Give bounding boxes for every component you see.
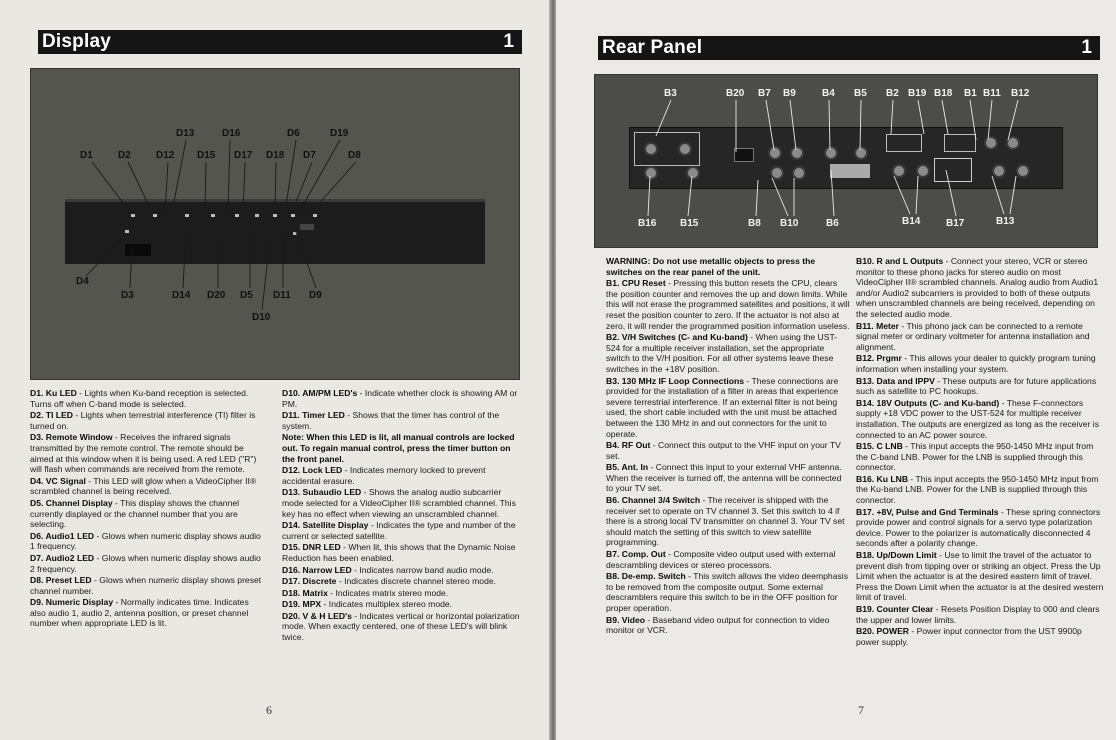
callout-d20: D20 [207, 290, 226, 301]
desc-d1: D1. Ku LED - Lights when Ku-band reception is selected. Turns off when C-band mode is selected. [30, 388, 249, 409]
desc-b7: B7. Comp. Out - Composite video output used with external descrambling devices or stereo processors. [606, 549, 836, 570]
desc-d3: D3. Remote Window - Receives the infrared signals transmitted by the remote control. The remote should be aimed at this window when it is being used. A red LED ("R") will flash when commands are received from the remote. [30, 432, 257, 475]
callout-b15: B15 [680, 218, 699, 229]
rear-callout-lines [556, 0, 1116, 260]
page-number: 7 [858, 703, 864, 717]
callout-d12: D12 [156, 150, 175, 161]
callout-d11: D11 [273, 290, 291, 301]
section-number: 1 [1081, 37, 1092, 58]
desc-b6: B6. Channel 3/4 Switch - The receiver is shipped with the receiver set to operate on TV channel 3. Set this switch to 4 if there is a strong local TV transmitter on channel 3. Your TV set should match the setting of this switch to view satellite programming. [606, 495, 845, 548]
callout-b3: B3 [664, 88, 677, 99]
desc-b11: B11. Meter - This phono jack can be connected to a remote signal meter or ordinary voltmeter for antenna installation and alignment. [856, 320, 1090, 352]
callout-b1: B1 [964, 88, 977, 99]
desc-d18: D18. Matrix - Indicates matrix stereo mode. [282, 587, 449, 598]
callout-b13: B13 [996, 216, 1015, 227]
callout-b7: B7 [758, 88, 771, 99]
desc-d11: D11. Timer LED - Shows that the timer has control of the system. [282, 410, 500, 431]
right-page [556, 0, 1116, 740]
section-number: 1 [503, 31, 514, 52]
desc-d2: D2. TI LED - Lights when terrestrial interference (TI) filter is turned on. [30, 410, 256, 431]
desc-d10: D10. AM/PM LED's - Indicate whether clock is showing AM or PM. [282, 388, 518, 409]
desc-b13: B13. Data and IPPV - These outputs are for future applications such as satellite to PC hookups. [856, 375, 1097, 397]
callout-d9: D9 [309, 290, 322, 301]
callout-b18: B18 [934, 88, 953, 99]
desc-b8: B8. De-emp. Switch - This switch allows the video deemphasis to be removed from the composite output. Some external descramblers require this switch to be in the OFF position for proper operation. [606, 571, 848, 613]
desc-d6: D6. Audio1 LED - Glows when numeric display shows audio 1 frequency. [30, 530, 261, 552]
desc-b9: B9. Video - Baseband video output for connection to video monitor or VCR. [606, 614, 830, 636]
callout-b16: B16 [638, 218, 657, 229]
desc-d4: D4. VC Signal - This LED will glow when a VideoCipher II® scrambled channel is being received. [30, 475, 257, 497]
callout-b19: B19 [908, 88, 927, 99]
desc-b14: B14. 18V Outputs (C- and Ku-band) - These F-connectors supply +18 VDC power to the UST-524 for multiple receiver installation. The outputs are energized as long as the receiver is connected to an AC power source. [856, 397, 1099, 440]
desc-b17: B17. +8V, Pulse and Gnd Terminals - These spring connectors provide power and control signals for a servo type polarization device. Power to the polarizer is automatically disconnected 4 seconds after a polarity change. [856, 506, 1101, 549]
callout-d18: D18 [266, 150, 285, 161]
callout-d14: D14 [172, 290, 191, 301]
rear-column-1 [606, 256, 850, 637]
callout-b20: B20 [726, 88, 745, 99]
desc-d15: D15. DNR LED - When lit, this shows that the Dynamic Noise Reduction has been enabled. [282, 542, 516, 563]
callout-d13: D13 [176, 128, 195, 139]
rear-column-2 [856, 256, 1104, 648]
callout-b11: B11 [983, 88, 1001, 99]
callout-b9: B9 [783, 88, 796, 99]
desc-d13: D13. Subaudio LED - Shows the analog audio subcarrier mode selected for a VideoCipher II® scrambled channel. This key has no effect when viewing an unscrambled channel. [282, 487, 516, 519]
callout-d4: D4 [76, 276, 89, 287]
warning-text: WARNING: Do not use metallic objects to press the switches on the rear panel of the unit. [606, 256, 816, 277]
page-title: Display [42, 31, 111, 52]
desc-b5: B5. Ant. In - Connect this input to your external VHF antenna. When the receiver is turned off, the antenna will be connected to your TV set. [606, 462, 842, 494]
desc-b16: B16. Ku LNB - This input accepts the 950-1450 MHz input from the Ku-band LNB. Power for the LNB is supplied through this connector. [856, 473, 1099, 506]
desc-b2: B2. V/H Switches (C- and Ku-band) - When using the UST-524 for a multiple receiver installation, set the appropriate switch to the V/H position. For all other systems leave these switches in the +18V position. [606, 332, 838, 374]
callout-d16: D16 [222, 128, 241, 139]
desc-b10: B10. R and L Outputs - Connect your stereo, VCR or stereo monitor to these phono jacks for stereo audio on most VideoCipher II® scrambled channels. Analog audio from Audio1 and/or Audio2 subcarriers is provided to both of these outputs when unscrambled channels are being received, depending on the selected audio mode. [856, 256, 1099, 319]
page-title: Rear Panel [602, 37, 703, 58]
desc-b3: B3. 130 MHz IF Loop Connections - These connections are provided for the installation of a filter in areas that experience severe terrestrial interference. If an external filter is not being used, the short cable included with the unit must be attached between the 130 MHz in and out connectors for the unit to operate. [606, 375, 839, 439]
desc-d17: D17. Discrete - Indicates discrete channel stereo mode. [282, 576, 497, 587]
callout-d6: D6 [287, 128, 300, 139]
callout-b17: B17 [946, 218, 965, 229]
callout-b6: B6 [826, 218, 839, 229]
display-column-2 [282, 388, 522, 644]
desc-b1: B1. CPU Reset - Pressing this button resets the CPU, clears the position counter and removes the up and down limits. While this will not erase the programmed satellites and positions, it will reset the position counter to zero. If the actuator is not also at zero, it will render the programmed position information useless. [606, 278, 850, 331]
desc-d19: D19. MPX - Indicates multiplex stereo mode. [282, 599, 453, 610]
desc-b20: B20. POWER - Power input connector from the UST 9900p power supply. [856, 626, 1082, 647]
callout-d7: D7 [303, 150, 316, 161]
callout-d10: D10 [252, 312, 271, 323]
desc-d7: D7. Audio2 LED - Glows when numeric display shows audio 2 frequency. [30, 552, 261, 574]
desc-d12: D12. Lock LED - Indicates memory locked to prevent accidental erasure. [282, 465, 486, 486]
callout-d1: D1 [80, 150, 93, 161]
callout-d3: D3 [121, 290, 134, 301]
desc-d14: D14. Satellite Display - Indicates the type and number of the current or selected satellite. [282, 520, 516, 541]
desc-d16: D16. Narrow LED - Indicates narrow band audio mode. [282, 564, 494, 575]
desc-d5: D5. Channel Display - This display shows the channel currently displayed or the channel number that you are selecting. [30, 497, 240, 530]
timer-note: Note: When this LED is lit, all manual controls are locked out. To regain manual control, press the timer button on the front panel. [282, 432, 515, 464]
callout-b12: B12 [1011, 88, 1030, 99]
desc-d20: D20. V & H LED's - Indicates vertical or horizontal polarization mode. When exactly centered, one of these LED's will blink twice. [282, 610, 520, 643]
desc-b12: B12. Prgmr - This allows your dealer to quickly program tuning information when installing your system. [856, 353, 1096, 374]
callout-b10: B10 [780, 218, 799, 229]
callout-d15: D15 [197, 150, 216, 161]
left-page [0, 0, 550, 740]
page-number: 6 [266, 703, 272, 717]
desc-b4: B4. RF Out - Connect this output to the VHF input on your TV set. [606, 440, 841, 461]
callout-b8: B8 [748, 218, 761, 229]
callout-d5: D5 [240, 290, 253, 301]
callout-d17: D17 [234, 150, 253, 161]
desc-d8: D8. Preset LED - Glows when numeric display shows preset channel number. [30, 575, 262, 596]
callout-d19: D19 [330, 128, 349, 139]
desc-d9: D9. Numeric Display - Normally indicates time. Indicates also audio 1, audio 2, antenna position, or preset channel number when appropriate LED is lit. [30, 597, 249, 629]
desc-b19: B19. Counter Clear - Resets Position Display to 000 and clears the upper and lower limits. [856, 604, 1100, 625]
display-column-1 [30, 388, 266, 630]
callout-b2: B2 [886, 88, 899, 99]
callout-b5: B5 [854, 88, 867, 99]
callout-d8: D8 [348, 150, 361, 161]
front-callout-lines [0, 0, 550, 400]
callout-b4: B4 [822, 88, 835, 99]
callout-b14: B14 [902, 216, 921, 227]
desc-b15: B15. C LNB - This input accepts the 950-1450 MHz input from the C-band LNB. Power for the LNB is supplied through this connector. [856, 441, 1094, 473]
desc-b18: B18. Up/Down Limit - Use to limit the travel of the actuator to prevent dish from tipping over or striking an object. Press the Up Limit when the actuator is at the desired eastern limit of travel. Press the Down Limit when the actuator is at the desired western limit of travel. [856, 550, 1104, 603]
callout-d2: D2 [118, 150, 131, 161]
